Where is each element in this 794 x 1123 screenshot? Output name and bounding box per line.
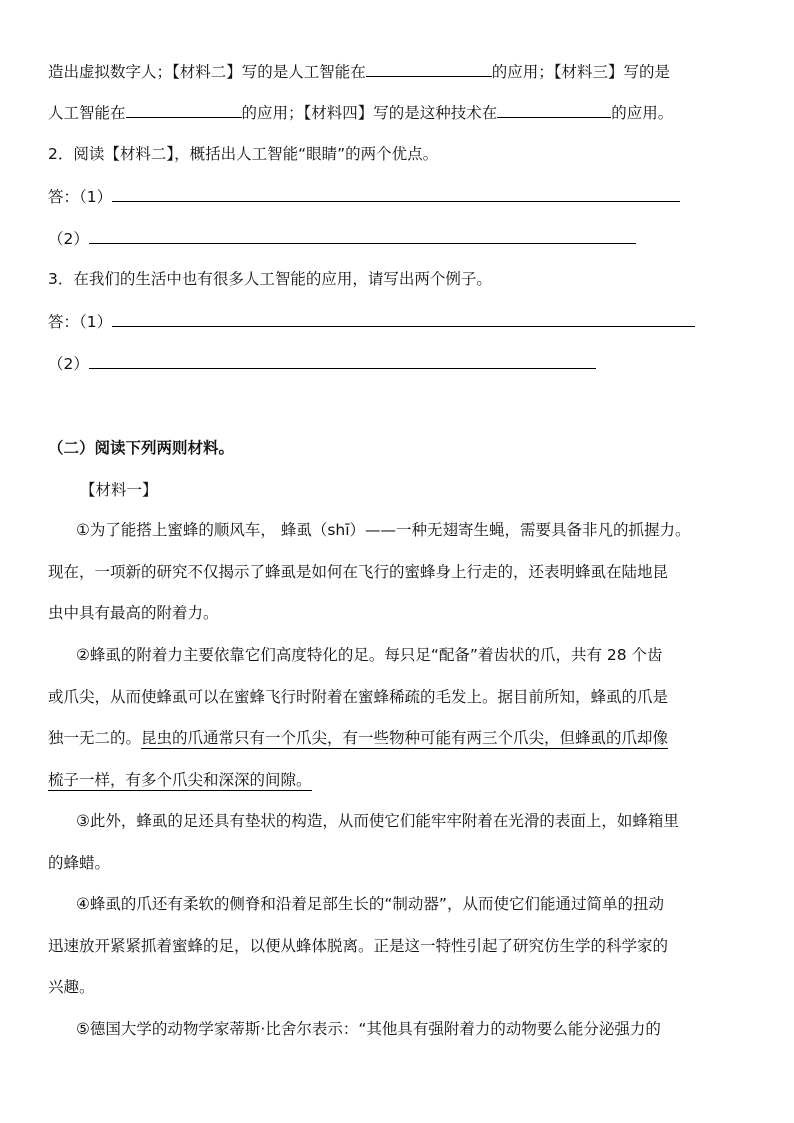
paragraph-line: ③此外，蜂虱的足还具有垫状的构造，从而使它们能牢牢附着在光滑的表面上，如蜂箱里 xyxy=(76,812,679,830)
paragraph-line: 迅速放开紧紧抓着蜜蜂的足，以便从蜂体脱离。正是这一特性引起了研究仿生学的科学家的 xyxy=(48,937,669,955)
question-2-answer-1 xyxy=(48,185,754,208)
answer-label: 答：（1） xyxy=(48,313,113,331)
text-segment: 独一无二的。 xyxy=(48,729,142,747)
paragraph-line: ④蜂虱的爪还有柔软的侧脊和沿着足部生长的“制动器”，从而使它们能通过简单的扭动 xyxy=(76,895,664,913)
fill-line-1 xyxy=(48,60,754,83)
question-2: 2．阅读【材料二】，概括出人工智能“眼睛”的两个优点。 xyxy=(48,145,439,163)
text-segment: 造出虚拟数字人；【材料二】写的是人工智能在 xyxy=(48,63,366,81)
underlined-sentence: 昆虫的爪通常只有一个爪尖，有一些物种可能有两三个爪尖，但蜂虱的爪却像 xyxy=(141,729,669,747)
text-segment: 的应用；【材料四】写的是这种技术在 xyxy=(241,104,498,122)
paragraph-line: ②蜂虱的附着力主要依靠它们高度特化的足。每只足“配备”着齿状的爪，共有 28 个齿 xyxy=(76,646,663,664)
answer-blank[interactable] xyxy=(366,60,492,77)
text-segment: 人工智能在 xyxy=(48,104,126,122)
answer-label: （2） xyxy=(48,230,89,248)
answer-blank[interactable] xyxy=(126,101,242,118)
paragraph-line: 兴趣。 xyxy=(48,978,95,996)
paragraph-line: 虫中具有最高的附着力。 xyxy=(48,604,219,622)
section-heading: （二）阅读下列两则材料。 xyxy=(48,439,235,457)
answer-label: 答：（1） xyxy=(48,188,113,206)
question-3-answer-2 xyxy=(48,352,754,375)
question-3-answer-1 xyxy=(48,310,754,333)
question-2-answer-2 xyxy=(48,227,754,250)
text-segment: 的应用；【材料三】写的是 xyxy=(491,63,671,81)
paragraph-line xyxy=(48,727,754,749)
paragraph-line: 或爪尖，从而使蜂虱可以在蜜蜂飞行时附着在蜜蜂稀疏的毛发上。据目前所知，蜂虱的爪是 xyxy=(48,688,669,706)
answer-blank[interactable] xyxy=(112,185,680,202)
question-3: 3．在我们的生活中也有很多人工智能的应用，请写出两个例子。 xyxy=(48,270,492,288)
paragraph-line: 的蜂蜡。 xyxy=(48,854,111,872)
paragraph-line: ①为了能搭上蜜蜂的顺风车， 蜂虱（shī）——一种无翅寄生蝇，需要具备非凡的抓握力。 xyxy=(76,521,691,539)
material-label: 【材料一】 xyxy=(80,481,158,499)
fill-line-2 xyxy=(48,101,754,124)
paragraph-line: ⑤德国大学的动物学家蒂斯·比舍尔表示：“其他具有强附着力的动物要么能分泌强力的 xyxy=(76,1020,661,1038)
answer-blank[interactable] xyxy=(497,101,611,118)
paragraph-line: 现在，一项新的研究不仅揭示了蜂虱是如何在飞行的蜜蜂身上行走的，还表明蜂虱在陆地昆 xyxy=(48,563,669,581)
paragraph-line xyxy=(48,769,754,791)
answer-label: （2） xyxy=(48,355,89,373)
answer-blank[interactable] xyxy=(89,352,596,369)
answer-blank[interactable] xyxy=(112,310,695,327)
underlined-sentence: 梳子一样，有多个爪尖和深深的间隙。 xyxy=(48,771,312,789)
answer-blank[interactable] xyxy=(89,227,636,244)
text-segment: 的应用。 xyxy=(611,104,674,122)
